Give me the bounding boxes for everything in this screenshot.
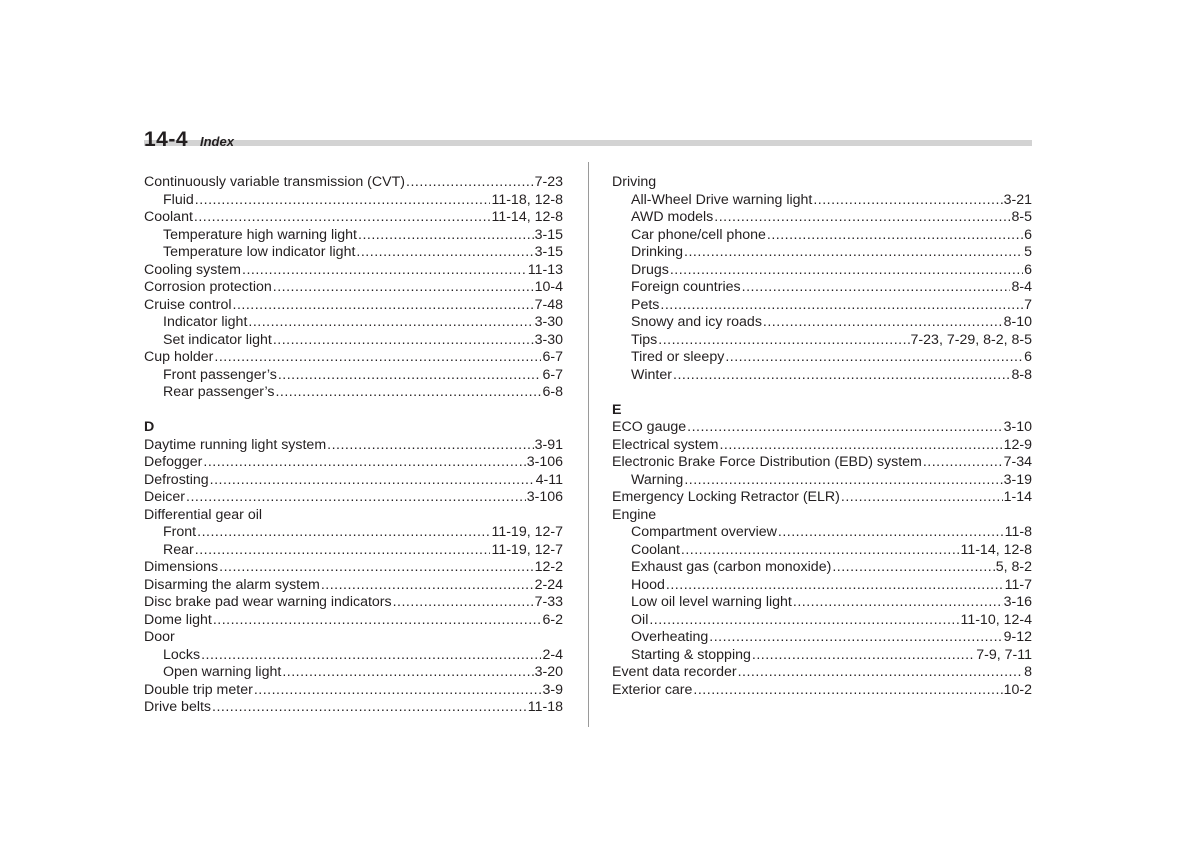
entry-group-d	[144, 437, 563, 717]
entry-term: Open warning light	[163, 664, 282, 680]
dot-leader	[406, 174, 534, 192]
entry-term: Winter	[631, 366, 672, 383]
entry-term: Driving	[612, 174, 657, 190]
dot-leader	[681, 542, 960, 560]
index-entry	[144, 507, 563, 525]
dot-leader	[248, 314, 533, 332]
dot-leader	[197, 524, 490, 542]
entry-term: Coolant	[631, 541, 680, 558]
index-subentry	[612, 244, 1032, 262]
entry-page-ref: 6-8	[542, 384, 563, 400]
dot-leader	[195, 192, 491, 210]
index-subentry	[612, 262, 1032, 280]
entry-term: Oil	[631, 611, 649, 628]
dot-leader	[213, 612, 542, 630]
index-entry	[144, 489, 563, 507]
entry-page-ref: 11-18	[527, 699, 563, 715]
index-entry	[144, 559, 563, 577]
dot-leader	[233, 297, 534, 315]
page-header	[144, 128, 1032, 150]
entry-page-ref: 3-19	[1003, 471, 1032, 488]
entry-term: Rear passenger’s	[163, 384, 275, 400]
dot-leader	[725, 349, 1023, 367]
entry-term: Indicator light	[163, 314, 248, 330]
entry-page-ref: 8-8	[1011, 366, 1032, 383]
entry-page-ref: 12-9	[1003, 436, 1032, 453]
entry-term: Disarming the alarm system	[144, 576, 320, 593]
entry-term: Compartment overview	[631, 524, 777, 540]
dot-leader	[813, 192, 1002, 210]
dot-leader	[923, 454, 1003, 472]
index-entry	[144, 577, 563, 595]
dot-leader	[763, 314, 1003, 332]
entry-term: Disc brake pad wear warning indicators	[144, 594, 392, 610]
entry-term: AWD models	[631, 209, 714, 225]
index-entry	[144, 437, 563, 455]
entry-page-ref: 7	[1024, 296, 1032, 313]
index-subentry	[612, 279, 1032, 297]
entry-page-ref: 7-23, 7-29, 8-2, 8-5	[910, 331, 1032, 348]
entry-page-ref: 11-14, 12-8	[491, 209, 563, 225]
dot-leader	[649, 612, 959, 630]
index-subentry	[612, 367, 1032, 385]
index-subentry	[144, 664, 563, 682]
dot-leader	[660, 297, 1023, 315]
index-entry	[612, 174, 1032, 192]
entry-term: Drugs	[631, 261, 669, 278]
entry-page-ref: 7-23	[534, 174, 563, 190]
dot-leader	[658, 332, 909, 350]
entry-page-ref: 3-15	[534, 244, 563, 260]
entry-term: All-Wheel Drive warning light	[631, 191, 813, 208]
index-entry	[144, 297, 563, 315]
dot-leader	[356, 244, 533, 262]
index-entry	[612, 664, 1032, 682]
dot-leader	[742, 279, 1011, 297]
entry-term: Defogger	[144, 454, 203, 470]
index-subentry	[612, 542, 1032, 560]
entry-term: Daytime running light system	[144, 436, 327, 453]
dot-leader	[738, 664, 1024, 682]
entry-term: Hood	[631, 576, 665, 593]
entry-term: Cruise control	[144, 296, 232, 313]
entry-page-ref: 8-4	[1011, 279, 1032, 295]
entry-term: Cup holder	[144, 349, 214, 365]
index-subentry	[144, 384, 563, 402]
entry-page-ref: 8-10	[1003, 314, 1032, 330]
entry-page-ref: 3-91	[534, 436, 563, 453]
index-subentry	[144, 542, 563, 560]
entry-page-ref: 12-2	[534, 559, 563, 575]
dot-leader	[693, 682, 1002, 700]
entry-page-ref: 10-2	[1003, 681, 1032, 698]
entry-term: Defrosting	[144, 471, 209, 488]
entry-term: Rear	[163, 541, 194, 558]
dot-leader	[275, 384, 541, 402]
dot-leader	[321, 577, 534, 595]
entry-term: Low oil level warning light	[631, 594, 792, 610]
index-subentry	[144, 227, 563, 245]
entry-term: Drive belts	[144, 699, 212, 715]
dot-leader	[673, 367, 1010, 385]
entry-page-ref: 5	[1024, 244, 1032, 260]
entry-page-ref: 3-9	[542, 681, 563, 698]
index-entry	[144, 262, 563, 280]
index-entry	[144, 454, 563, 472]
dot-leader	[687, 419, 1002, 437]
index-subentry	[612, 297, 1032, 315]
index-subentry	[612, 332, 1032, 350]
entry-term: Differential gear oil	[144, 506, 263, 523]
dot-leader	[714, 209, 1010, 227]
entry-page-ref: 8-5	[1011, 209, 1032, 225]
entry-page-ref: 5, 8-2	[995, 559, 1032, 575]
dot-leader	[210, 472, 535, 490]
entry-term: Dimensions	[144, 559, 219, 575]
entry-page-ref: 3-30	[534, 314, 563, 330]
entry-page-ref: 6-7	[542, 366, 563, 383]
entry-page-ref: 11-13	[527, 261, 563, 278]
entry-term: Coolant	[144, 209, 193, 225]
dot-leader	[666, 577, 1004, 595]
index-column-right	[612, 174, 1032, 699]
entry-term: Front	[163, 524, 197, 540]
index-subentry	[612, 314, 1032, 332]
entry-term: Exhaust gas (carbon monoxide)	[631, 559, 832, 575]
index-subentry	[612, 227, 1032, 245]
entry-group-driving	[612, 174, 1032, 384]
entry-page-ref: 3-20	[534, 664, 563, 680]
entry-term: Engine	[612, 506, 657, 523]
dot-leader	[393, 594, 534, 612]
dot-leader	[670, 262, 1023, 280]
entry-term: Locks	[163, 646, 201, 663]
entry-page-ref: 11-14, 12-8	[960, 541, 1032, 558]
entry-term: Front passenger’s	[163, 366, 277, 383]
entry-term: Tips	[631, 331, 658, 348]
entry-term: Pets	[631, 296, 660, 313]
entry-page-ref: 2-24	[534, 576, 563, 593]
entry-page-ref: 3-21	[1003, 191, 1032, 208]
entry-page-ref: 11-19, 12-7	[491, 524, 563, 540]
index-subentry	[612, 612, 1032, 630]
letter-heading-e: E	[612, 401, 622, 418]
entry-term: Electronic Brake Force Distribution (EBD) system	[612, 454, 922, 470]
entry-page-ref: 11-18, 12-8	[491, 191, 563, 208]
dot-leader	[214, 349, 541, 367]
entry-term: Double trip meter	[144, 681, 253, 698]
index-entry	[612, 437, 1032, 455]
entry-page-ref: 9-12	[1003, 629, 1032, 645]
entry-page-ref: 7-9, 7-11	[976, 646, 1032, 663]
index-subentry	[144, 192, 563, 210]
index-entry	[144, 612, 563, 630]
dot-leader	[684, 472, 1002, 490]
dot-leader	[778, 524, 1004, 542]
index-subentry	[612, 559, 1032, 577]
index-subentry	[612, 647, 1032, 665]
entry-page-ref: 11-19, 12-7	[491, 541, 563, 558]
index-subentry	[144, 647, 563, 665]
column-divider	[588, 162, 589, 727]
entry-group-c	[144, 174, 563, 402]
dot-leader	[203, 454, 525, 472]
entry-page-ref: 6	[1024, 261, 1032, 278]
entry-page-ref: 7-34	[1003, 454, 1032, 470]
dot-leader	[201, 647, 541, 665]
entry-term: Snowy and icy roads	[631, 314, 762, 330]
header-rule	[144, 140, 1032, 146]
index-entry	[144, 279, 563, 297]
entry-term: Deicer	[144, 489, 185, 505]
dot-leader	[219, 559, 533, 577]
dot-leader	[186, 489, 526, 507]
dot-leader	[793, 594, 1003, 612]
entry-term: Overheating	[631, 629, 709, 645]
entry-term: Continuously variable transmission (CVT)	[144, 174, 405, 190]
dot-leader	[194, 209, 491, 227]
index-entry	[144, 174, 563, 192]
dot-leader	[282, 664, 533, 682]
entry-page-ref: 11-8	[1004, 524, 1032, 540]
dot-leader	[752, 647, 975, 665]
entry-page-ref: 2-4	[542, 646, 563, 663]
entry-page-ref: 1-14	[1003, 489, 1032, 505]
index-subentry	[144, 367, 563, 385]
index-entry	[144, 629, 563, 647]
index-entry	[144, 209, 563, 227]
entry-page-ref: 3-15	[534, 226, 563, 243]
entry-page-ref: 7-33	[534, 594, 563, 610]
entry-term: Corrosion protection	[144, 279, 272, 295]
index-entry	[144, 594, 563, 612]
entry-term: Electrical system	[612, 436, 719, 453]
index-subentry	[144, 314, 563, 332]
index-column-left	[144, 174, 563, 717]
entry-term: Set indicator light	[163, 331, 272, 348]
dot-leader	[358, 227, 534, 245]
dot-leader	[709, 629, 1002, 647]
index-entry	[612, 507, 1032, 525]
index-subentry	[612, 629, 1032, 647]
dot-leader	[832, 559, 994, 577]
entry-term: Warning	[631, 471, 684, 488]
entry-page-ref: 6-2	[542, 611, 563, 628]
entry-term: Emergency Locking Retractor (ELR)	[612, 489, 840, 505]
entry-page-ref: 3-106	[526, 489, 563, 505]
entry-term: Temperature high warning light	[163, 226, 358, 243]
section-title: Index	[200, 134, 234, 149]
entry-page-ref: 10-4	[534, 279, 563, 295]
index-entry	[144, 699, 563, 717]
entry-term: Cooling system	[144, 261, 241, 278]
entry-page-ref: 7-48	[534, 296, 563, 313]
dot-leader	[273, 279, 534, 297]
entry-page-ref: 3-10	[1003, 419, 1032, 435]
entry-page-ref: 6	[1024, 349, 1032, 365]
entry-page-ref: 3-16	[1003, 594, 1032, 610]
index-subentry	[612, 192, 1032, 210]
index-entry	[612, 454, 1032, 472]
entry-term: Foreign countries	[631, 279, 741, 295]
index-subentry	[612, 524, 1032, 542]
index-entry	[144, 349, 563, 367]
letter-heading-d: D	[144, 419, 155, 435]
dot-leader	[195, 542, 491, 560]
dot-leader	[841, 489, 1003, 507]
entry-term: Drinking	[631, 244, 684, 260]
dot-leader	[242, 262, 527, 280]
entry-page-ref: 11-10, 12-4	[960, 611, 1032, 628]
dot-leader	[273, 332, 534, 350]
index-entry	[144, 682, 563, 700]
index-subentry	[144, 524, 563, 542]
entry-page-ref: 6-7	[542, 349, 563, 365]
page-number: 14-4	[144, 128, 189, 151]
index-subentry	[612, 349, 1032, 367]
entry-page-ref: 4-11	[535, 471, 563, 488]
entry-term: Car phone/cell phone	[631, 226, 766, 243]
index-entry	[612, 419, 1032, 437]
entry-page-ref: 11-7	[1004, 576, 1032, 593]
dot-leader	[254, 682, 542, 700]
dot-leader	[278, 367, 542, 385]
index-entry	[612, 489, 1032, 507]
entry-page-ref: 3-30	[534, 331, 563, 348]
dot-leader	[212, 699, 527, 717]
index-subentry	[144, 332, 563, 350]
index-subentry	[612, 594, 1032, 612]
index-entry	[612, 682, 1032, 700]
entry-page-ref: 3-106	[526, 454, 563, 470]
index-subentry	[612, 472, 1032, 490]
dot-leader	[719, 437, 1002, 455]
index-subentry	[612, 209, 1032, 227]
entry-term: Fluid	[163, 191, 194, 208]
entry-term: Door	[144, 629, 175, 645]
index-subentry	[612, 577, 1032, 595]
entry-page-ref: 8	[1024, 664, 1032, 680]
entry-term: Tired or sleepy	[631, 349, 725, 365]
dot-leader	[684, 244, 1023, 262]
entry-term: ECO gauge	[612, 419, 687, 435]
index-entry	[144, 472, 563, 490]
entry-page-ref: 6	[1024, 226, 1032, 243]
dot-leader	[327, 437, 533, 455]
entry-term: Starting & stopping	[631, 646, 751, 663]
entry-term: Exterior care	[612, 681, 693, 698]
entry-term: Dome light	[144, 611, 212, 628]
entry-term: Temperature low indicator light	[163, 244, 356, 260]
entry-term: Event data recorder	[612, 664, 737, 680]
dot-leader	[767, 227, 1023, 245]
index-subentry	[144, 244, 563, 262]
entry-group-e	[612, 419, 1032, 699]
